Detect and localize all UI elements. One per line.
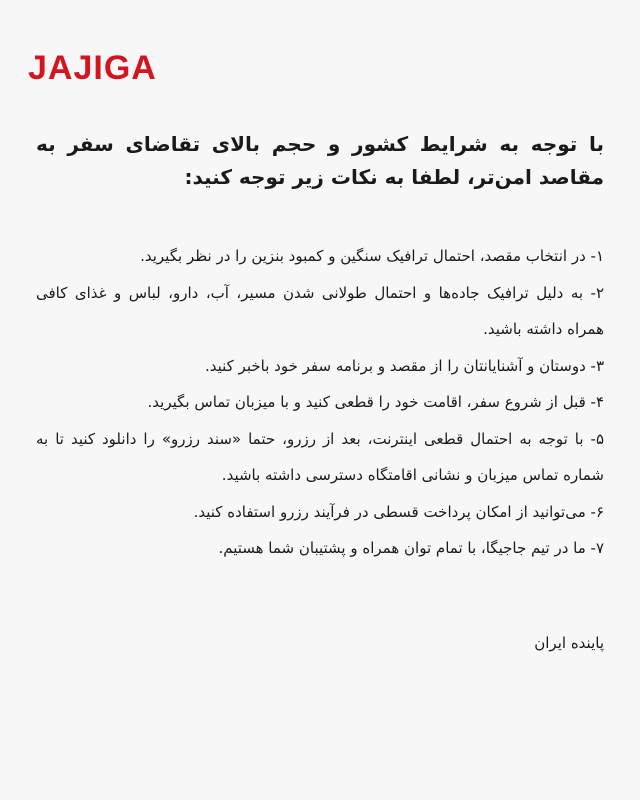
tip-item-2: ۲- به دلیل ترافیک جاده‌ها و احتمال طولانی شدن مسیر، آب، دارو، لباس و غذای کافی همراه داشته باشید.: [36, 283, 604, 338]
tip-item-6: ۶- می‌توانید از امکان پرداخت قسطی در فرآیند رزرو استفاده کنید.: [193, 502, 604, 521]
signature-text: پاینده ایران: [534, 633, 604, 652]
jajiga-logo: JAJIGA: [28, 49, 157, 87]
tip-item-1: ۱- در انتخاب مقصد، احتمال ترافیک سنگین و کمبود بنزین را در نظر بگیرید.: [140, 247, 604, 265]
tips-list: [36, 238, 604, 567]
tip-item-4: ۴- قبل از شروع سفر، اقامت خود را قطعی کنید و با میزبان تماس بگیرید.: [147, 393, 604, 411]
tip-item-7: ۷- ما در تیم جاجیگا، با تمام توان همراه و پشتیبان شما هستیم.: [218, 539, 604, 557]
notice-heading: با توجه به شرایط کشور و حجم بالای تقاضای سفر به مقاصد امن‌تر، لطفا به نکات زیر توجه کنید:: [36, 132, 604, 189]
notice-content: [36, 128, 604, 659]
tip-item-5: ۵- با توجه به احتمال قطعی اینترنت، بعد از رزرو، حتما «سند رزرو» را دانلود کنید تا به شماره تماس میزبان و نشانی اقامتگاه دسترسی داشته باشید.: [36, 429, 604, 484]
tip-item-3: ۳- دوستان و آشنایانتان را از مقصد و برنامه سفر خود باخبر کنید.: [204, 356, 604, 375]
